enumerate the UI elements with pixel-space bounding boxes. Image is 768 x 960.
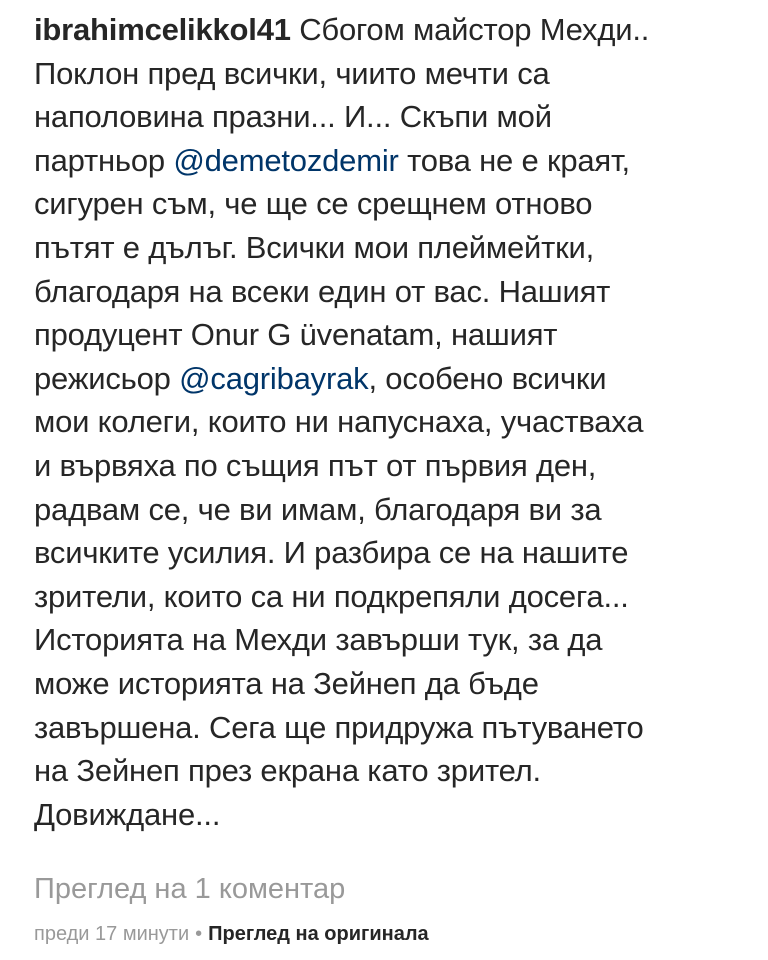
comment-line: на Зейнеп през екрана като зрител.	[34, 753, 541, 789]
comment-line: продуцент Onur G üvenatam, нашият	[34, 317, 558, 353]
comment-text-segment: Сбогом майстор Мехди..	[290, 12, 650, 47]
comment-line: благодаря на всеки един от вас. Нашият	[34, 273, 611, 309]
mention-link-cagribayrak[interactable]: @cagribayrak	[179, 360, 369, 396]
comment-line	[34, 357, 756, 401]
comment-text	[34, 8, 756, 836]
comment-line: Историята на Мехди завърши тук, за да	[34, 622, 603, 658]
view-replies-button[interactable]: Преглед на 1 коментар	[34, 873, 346, 905]
comment-line: Поклон пред всички, чиито мечти са	[34, 55, 550, 91]
comment-text-segment: това не е краят,	[398, 142, 630, 178]
comment-text-segment: партньор	[34, 142, 174, 178]
comment-line: пътят е дълъг. Всички мои плеймейтки,	[34, 229, 595, 265]
comment-line: мои колеги, които ни напуснаха, участваха	[34, 404, 644, 440]
comment-line: Довиждане...	[34, 796, 221, 832]
username-link[interactable]: ibrahimcelikkol41	[34, 12, 291, 47]
comment-line: наполовина празни... И... Скъпи мой	[34, 99, 552, 135]
comment-line: завършена. Сега ще придружа пътуването	[34, 709, 644, 745]
comment-line: и вървяха по същия път от първия ден,	[34, 447, 597, 483]
comment-line: всичките усилия. И разбира се на нашите	[34, 535, 629, 571]
comment-text-segment: режисьор	[34, 360, 180, 396]
comment-line	[34, 139, 756, 183]
comment-line	[34, 8, 756, 52]
comment-line: може историята на Зейнеп да бъде	[34, 665, 539, 701]
comment-line: радвам се, че ви имам, благодаря ви за	[34, 491, 602, 527]
see-original-button[interactable]: Преглед на оригинала	[208, 923, 429, 945]
timestamp: преди 17 минути	[34, 923, 190, 945]
comment-line: зрители, които са ни подкрепяли досега...	[34, 578, 629, 614]
comment-text-segment: , особено всички	[368, 360, 607, 396]
comment-line: сигурен съм, че ще се срещнем отново	[34, 186, 593, 222]
mention-link-demetozdemir[interactable]: @demetozdemir	[173, 142, 399, 178]
separator-dot: •	[195, 923, 203, 945]
comment-meta	[34, 918, 429, 950]
